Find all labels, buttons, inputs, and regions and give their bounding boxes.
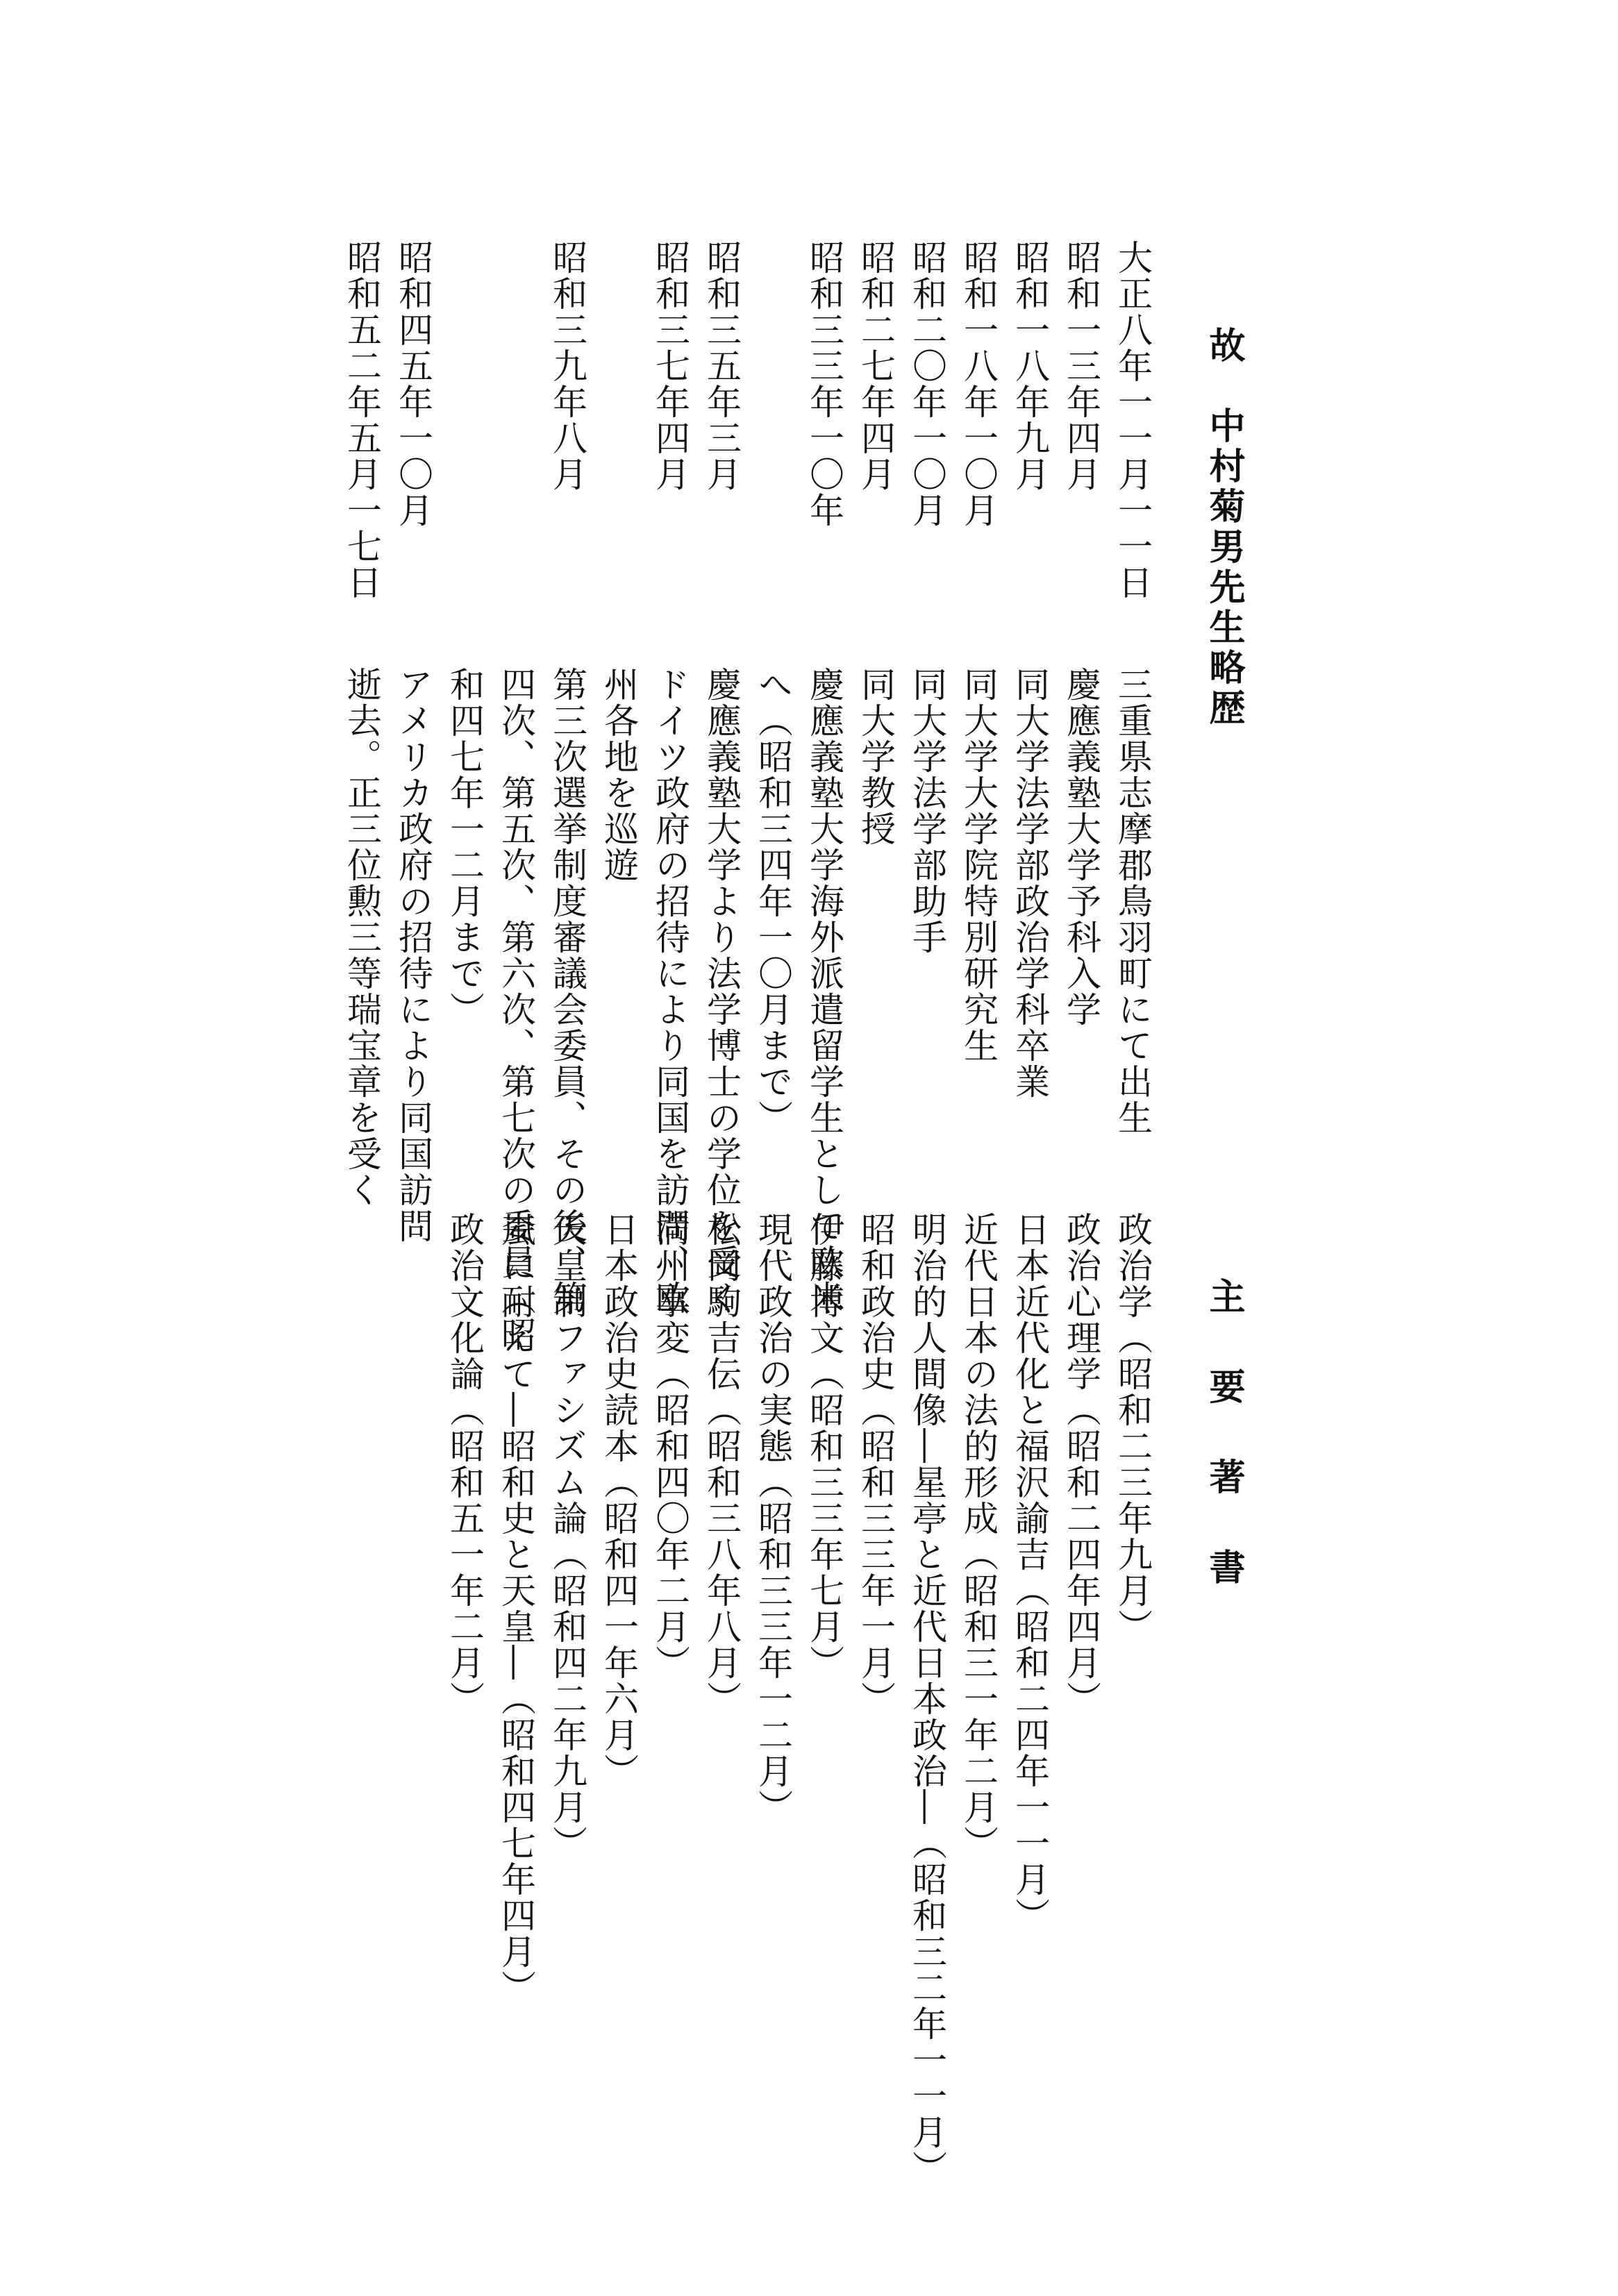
career-text: 逝去。正三位勲三等瑞宝章を受く (342, 667, 382, 1208)
career-date: 昭和二七年四月 (856, 240, 896, 492)
career-date: 昭和五二年五月一七日 (342, 240, 382, 601)
works-item: 日本近代化と福沢諭吉（昭和二四年一一月） (1010, 1212, 1050, 1934)
career-text: 慶應義塾大学海外派遣留学生として欧米 (804, 667, 844, 1316)
career-text: 州各地を巡遊 (599, 667, 639, 883)
career-text: 慶應義塾大学より法学博士の学位を受く (701, 667, 742, 1316)
career-text: 同大学教授 (856, 667, 896, 847)
career-text: 第三次選挙制度審議会委員、その後、第 (547, 667, 587, 1316)
career-text: 同大学大学院特別研究生 (958, 667, 999, 1064)
career-text: へ（昭和三四年一〇月まで） (753, 667, 793, 1136)
works-item: 近代日本の法的形成（昭和三一年二月） (958, 1212, 999, 1861)
career-text: 同大学法学部助手 (907, 667, 947, 955)
career-text: 慶應義塾大学予科入学 (1061, 667, 1101, 1028)
works-item: 嵐に耐えて―昭和史と天皇―（昭和四七年四月） (496, 1212, 536, 2006)
career-date: 大正八年一一月一一日 (1112, 240, 1153, 601)
career-text: 同大学法学部政治学科卒業 (1010, 667, 1050, 1100)
career-text: 和四七年一二月まで） (444, 667, 485, 1028)
career-date: 昭和一八年九月 (1010, 240, 1050, 492)
career-text: 四次、第五次、第六次、第七次の委員（昭 (496, 667, 536, 1352)
career-date: 昭和三三年一〇年 (804, 240, 844, 528)
career-date: 昭和三五年三月 (701, 240, 742, 492)
works-item: 政治文化論（昭和五一年二月） (444, 1212, 485, 1717)
career-date: 昭和三七年四月 (650, 240, 690, 492)
works-item: 松岡駒吉伝（昭和三八年八月） (701, 1212, 742, 1717)
works-item: 満州事変（昭和四〇年二月） (650, 1212, 690, 1681)
works-title: 主要著書 (1203, 1277, 1244, 1639)
career-text: アメリカ政府の招待により同国訪問 (393, 667, 433, 1244)
career-date: 昭和一三年四月 (1061, 240, 1101, 492)
career-date: 昭和一八年一〇月 (958, 240, 999, 528)
works-item: 伊藤博文（昭和三三年七月） (804, 1212, 844, 1681)
works-item: 日本政治史読本（昭和四一年六月） (599, 1212, 639, 1789)
works-item: 政治心理学（昭和二四年四月） (1061, 1212, 1101, 1717)
works-item: 現代政治の実態（昭和三三年一二月） (753, 1212, 793, 1825)
career-date: 昭和四五年一〇月 (393, 240, 433, 528)
career-date: 昭和三九年八月 (547, 240, 587, 492)
career-title: 故 中村菊男先生略歴 (1203, 326, 1244, 729)
works-item: 政治学（昭和二三年九月） (1112, 1212, 1153, 1645)
career-date: 昭和二〇年一〇月 (907, 240, 947, 528)
works-item: 明治的人間像―星亭と近代日本政治―（昭和三二年一一月） (907, 1212, 947, 2186)
works-item: 天皇制ファシズム論（昭和四二年九月） (547, 1212, 587, 1861)
career-text: ドイツ政府の招待により同国を訪問、欧 (650, 667, 690, 1316)
works-item: 昭和政治史（昭和三三年一月） (856, 1212, 896, 1717)
career-text: 三重県志摩郡鳥羽町にて出生 (1112, 667, 1153, 1136)
